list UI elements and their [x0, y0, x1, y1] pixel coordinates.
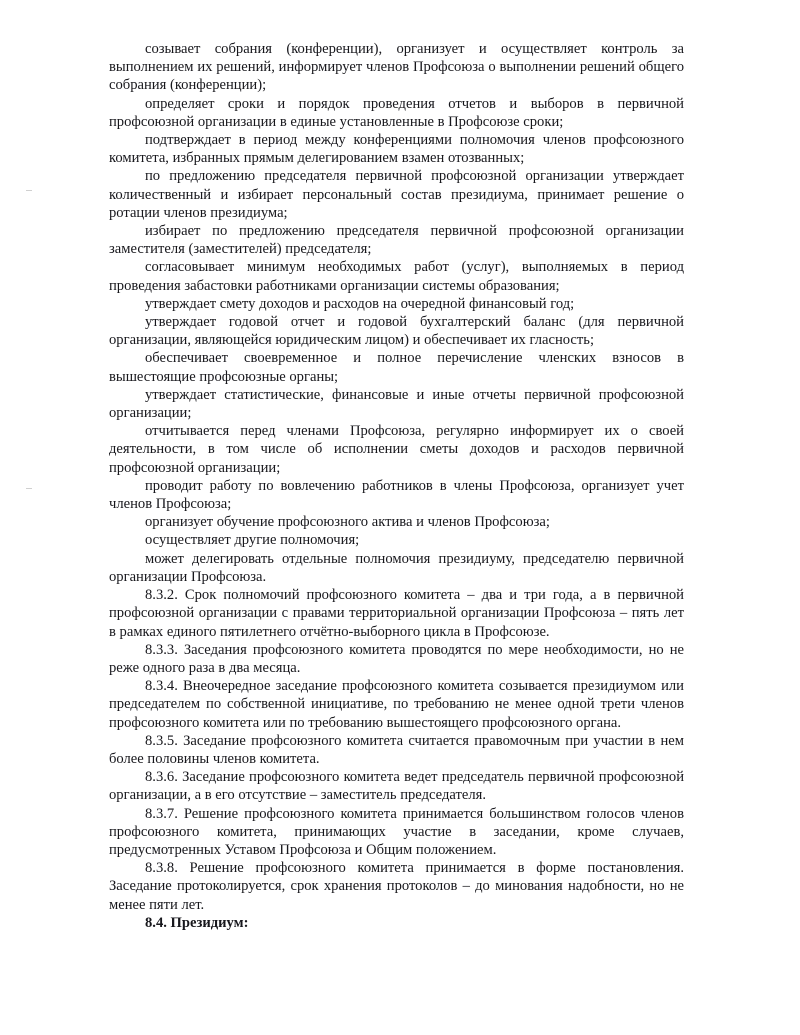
clause-8-3-4: 8.3.4. Внеочередное заседание профсоюзного комитета созывается президиумом или председателем по собственной инициативе, по требованию не менее одной трети членов профсоюзного комитета или по требованию вышестоящего профсоюзного органа. — [109, 678, 684, 731]
paragraph-statistical-reports: утверждает статистические, финансовые и иные отчеты первичной профсоюзной организации; — [109, 386, 684, 422]
paragraph-elects-deputies: избирает по предложению председателя первичной профсоюзной организации заместителя (заместителей) председателя; — [109, 223, 684, 258]
paragraph-other-powers: осуществляет другие полномочия; — [145, 532, 360, 549]
clause-8-3-8: 8.3.8. Решение профсоюзного комитета принимается в форме постановления. Заседание протоколируется, срок хранения протоколов – до минования надобности, но не менее пяти лет. — [109, 860, 684, 913]
paragraph-membership-dues: обеспечивает своевременное и полное перечисление членских взносов в вышестоящие профсоюзные органы; — [109, 350, 684, 385]
paragraph-recruitment: проводит работу по вовлечению работников в члены Профсоюза, организует учет членов Профсоюза; — [109, 477, 684, 513]
scan-artifact-mark — [26, 488, 32, 489]
section-heading-presidium: 8.4. Президиум: — [145, 914, 249, 931]
paragraph-accountability: отчитывается перед членами Профсоюза, регулярно информирует их о своей деятельности, в том числе об исполнении сметы доходов и расходов первичной профсоюзной организации; — [109, 423, 684, 476]
paragraph-delegation: может делегировать отдельные полномочия президиуму, председателю первичной организации Профсоюза. — [109, 550, 684, 585]
paragraph-reporting-deadlines: определяет сроки и порядок проведения отчетов и выборов в первичной профсоюзной организации в единые установленные в Профсоюзе сроки; — [109, 95, 684, 130]
clause-8-3-2: 8.3.2. Срок полномочий профсоюзного комитета – два и три года, а в первичной профсоюзной организации с правами территориальной организации Профсоюза – пять лет в рамках единого пятилетнего отчётно-выборного цикла в Профсоюзе. — [109, 587, 684, 640]
paragraph-strike-minimum: согласовывает минимум необходимых работ (услуг), выполняемых в период проведения забастовки работниками организации системы образования; — [109, 259, 684, 294]
paragraph-training: организует обучение профсоюзного актива и членов Профсоюза; — [145, 514, 550, 531]
paragraph-presidium-composition: по предложению председателя первичной профсоюзной организации утверждает количественный и избирает персональный состав президиума, принимает решение о ротации членов президиума; — [109, 168, 684, 221]
paragraph-annual-report: утверждает годовой отчет и годовой бухгалтерский баланс (для первичной организации, являющейся юридическим лицом) и обеспечивает их гласность; — [109, 314, 684, 349]
scan-artifact-mark — [26, 190, 32, 191]
clause-8-3-7: 8.3.7. Решение профсоюзного комитета принимается большинством голосов членов профсоюзного комитета, принимающих участие в заседании, кроме случаев, предусмотренных Уставом Профсоюза и Общим положением. — [109, 805, 684, 858]
paragraph-convenes-meetings: созывает собрания (конференции), организует и осуществляет контроль за выполнением их решений, информирует членов Профсоюза о выполнении решений общего собрания (конференции); — [109, 41, 684, 94]
document-page — [109, 40, 684, 932]
paragraph-confirms-powers: подтверждает в период между конференциями полномочия членов профсоюзного комитета, избранных прямым делегированием взамен отозванных; — [109, 132, 684, 167]
clause-8-3-3: 8.3.3. Заседания профсоюзного комитета проводятся по мере необходимости, но не реже одного раза в два месяца. — [109, 641, 684, 676]
clause-8-3-5: 8.3.5. Заседание профсоюзного комитета считается правомочным при участии в нем более половины членов комитета. — [109, 732, 684, 767]
clause-8-3-6: 8.3.6. Заседание профсоюзного комитета ведет председатель первичной профсоюзной организации, а в его отсутствие – заместитель председателя. — [109, 769, 684, 804]
paragraph-budget: утверждает смету доходов и расходов на очередной финансовый год; — [145, 295, 575, 312]
